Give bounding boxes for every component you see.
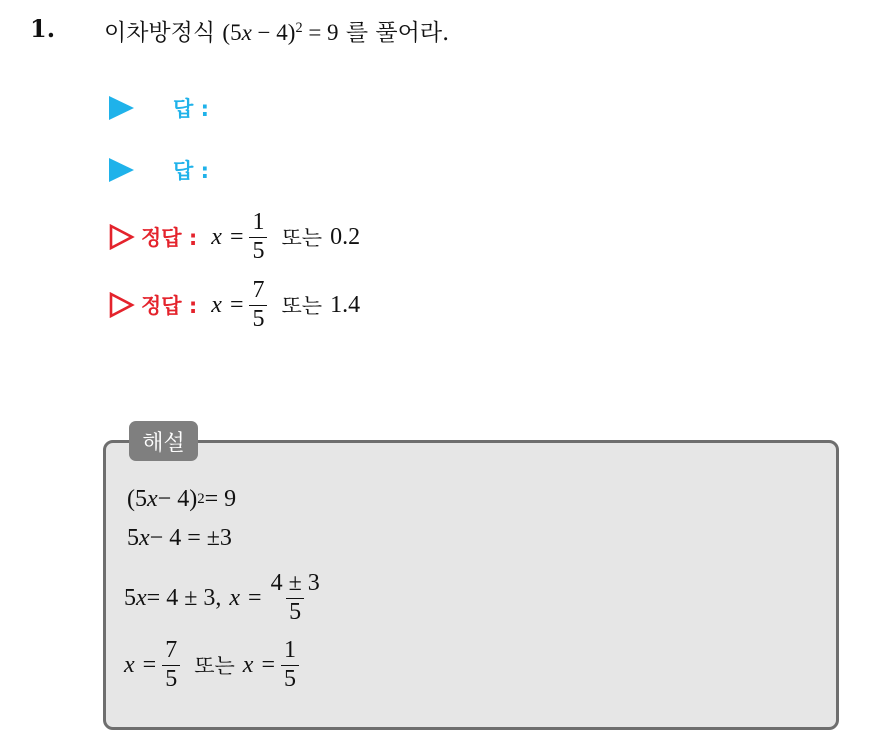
outline-triangle-icon xyxy=(109,224,135,250)
play-triangle-icon xyxy=(109,158,134,182)
question-prefix: 이차방정식 xyxy=(104,20,216,46)
play-triangle-icon xyxy=(109,96,134,120)
question-number: 1. xyxy=(30,14,56,43)
solution-label: 정답 : xyxy=(141,226,198,250)
solution-math: x = $\frac{1}{5}$ 또는 0.2 xyxy=(211,209,361,264)
fraction: $\frac{4 \pm 3}{5}$ xyxy=(270,570,320,625)
explanation-line-2: 5 x − 4 = ±3 xyxy=(127,524,232,551)
fraction: $\frac{7}{5}$ xyxy=(162,638,180,691)
explanation-line-3: 5 x = 4 ± 3, x = $\frac{4 \pm 3}{5}$ xyxy=(124,568,329,628)
fraction: $\frac{7}{5}$ xyxy=(249,278,267,331)
fraction: $\frac{1}{5}$ xyxy=(249,210,267,263)
fraction: $\frac{1}{5}$ xyxy=(281,638,299,691)
question-suffix: 를 풀어라. xyxy=(345,20,450,46)
solution-row-2 xyxy=(109,275,360,335)
solution-row-1 xyxy=(109,207,360,267)
question-equation: $(5x - 4)^2 = 9$ xyxy=(222,20,339,45)
question-text xyxy=(104,14,449,47)
explanation-tab: 해설 xyxy=(129,421,198,461)
explanation-line-4: x = $\frac{7}{5}$ 또는 x = $\frac{1}{5}$ xyxy=(124,634,305,696)
answer-label: 답 : xyxy=(173,97,209,121)
answer-row-1 xyxy=(109,92,209,124)
outline-triangle-icon xyxy=(109,292,135,318)
answer-label: 답 : xyxy=(173,159,209,183)
explanation-line-1: (5 x − 4) 2 = 9 xyxy=(127,485,237,512)
solution-label: 정답 : xyxy=(141,294,198,318)
answer-row-2 xyxy=(109,154,209,186)
solution-math: x = $\frac{7}{5}$ 또는 1.4 xyxy=(211,277,361,332)
